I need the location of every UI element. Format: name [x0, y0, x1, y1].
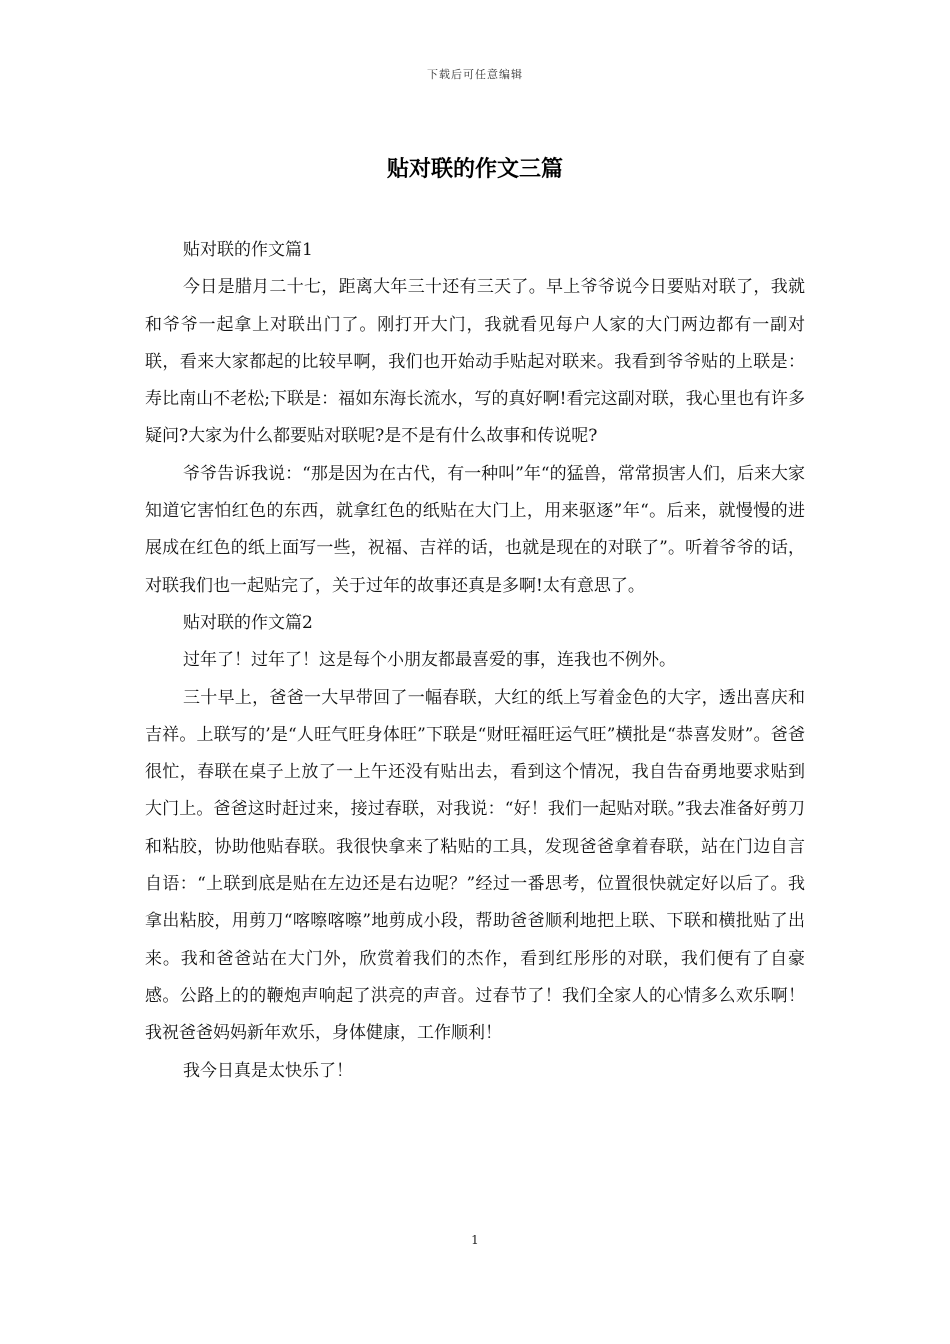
paragraph: 今日是腊月二十七，距离大年三十还有三天了。早上爷爷说今日要贴对联了，我就和爷爷一起拿上对联出门了。刚打开大门，我就看见每户人家的大门两边都有一副对联，看来大家都起的比较早啊，我们也开始动手贴起对联来。我看到爷爷贴的上联是：寿比南山不老松;下联是：福如东海长流水，写的真好啊!看完这副对联，我心里也有许多疑问?大家为什么都要贴对联呢?是不是有什么故事和传说呢? — [145, 277, 805, 447]
paragraph: 过年了！过年了！这是每个小朋友都最喜爱的事，连我也不例外。 — [183, 650, 676, 671]
document-body — [145, 232, 805, 1090]
paragraph: 爷爷告诉我说：“那是因为在古代，有一种叫”年“的猛兽，常常损害人们，后来大家知道它害怕红色的东西，就拿红色的纸贴在大门上，用来驱逐”年“。后来，就慢慢的进展成在红色的纸上面写一些，祝福、吉祥的话，也就是现在的对联了”。听着爷爷的话，对联我们也一起贴完了，关于过年的故事还真是多啊!太有意思了。 — [145, 463, 805, 596]
page-header-note: 下载后可任意编辑 — [427, 68, 523, 81]
page-number: 1 — [471, 1233, 479, 1247]
paragraph: 我今日真是太快乐了！ — [183, 1060, 353, 1081]
paragraph: 三十早上，爸爸一大早带回了一幅春联，大红的纸上写着金色的大字，透出喜庆和吉祥。上联写的’是“人旺气旺身体旺”下联是“财旺福旺运气旺”横批是“恭喜发财”。爸爸很忙，春联在桌子上放了一上午还没有贴出去，看到这个情况，我自告奋勇地要求贴到大门上。爸爸这时赶过来，接过春联，对我说：“好！我们一起贴对联。”我去准备好剪刀和粘胶，协助他贴春联。我很快拿来了粘贴的工具，发现爸爸拿着春联，站在门边自言自语：“上联到底是贴在左边还是右边呢？”经过一番思考，位置很快就定好以后了。我拿出粘胶，用剪刀“喀嚓喀嚓”地剪成小段，帮助爸爸顺利地把上联、下联和横批贴了出来。我和爸爸站在大门外，欣赏着我们的杰作，看到红彤彤的对联，我们便有了自豪感。公路上的的鞭炮声响起了洪亮的声音。过春节了！我们全家人的心情多么欢乐啊！我祝爸爸妈妈新年欢乐，身体健康，工作顺利！ — [145, 687, 805, 1044]
section-heading-1: 贴对联的作文篇1 — [183, 240, 313, 260]
section-heading-2: 贴对联的作文篇2 — [183, 612, 313, 633]
document-title: 贴对联的作文三篇 — [386, 156, 563, 182]
